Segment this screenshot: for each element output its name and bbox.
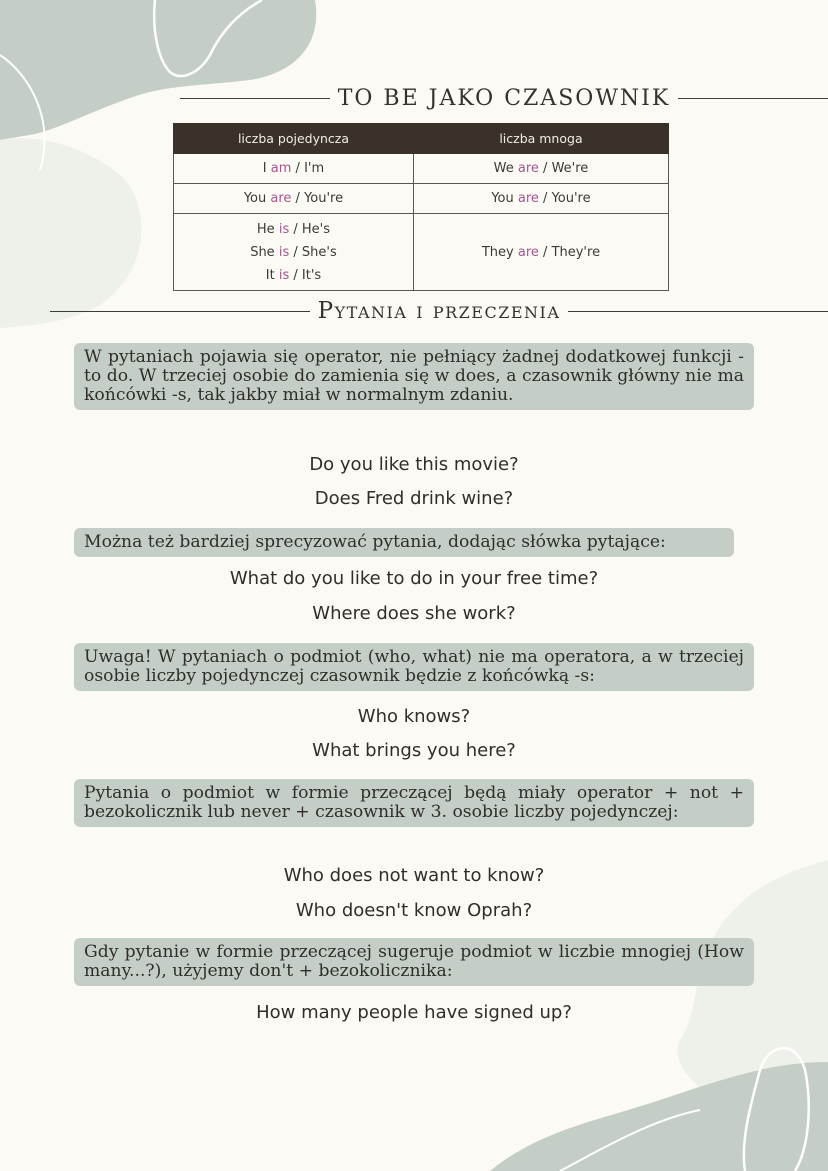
subject: I — [262, 161, 267, 176]
table-cell-plural — [413, 214, 668, 291]
example-sentence: Who does not want to know? — [283, 865, 545, 886]
explanation-note: Pytania o podmiot w formie przeczącej będą miały operator + not + bezokolicznik lub never + czasownik w 3. osobie liczby pojedynczej: — [74, 779, 754, 827]
example-sentence: Does Fred drink wine? — [314, 488, 514, 509]
separator: / — [295, 161, 300, 176]
verb-form: are — [270, 191, 292, 206]
heading-rule-right — [678, 98, 828, 99]
to-be-conjugation-table — [173, 123, 669, 291]
table-cell-plural — [413, 154, 668, 184]
explanation-note: Można też bardziej sprecyzować pytania, dodając słówka pytające: — [74, 528, 734, 557]
section-title: TO BE JAKO CZASOWNIK — [337, 86, 671, 111]
table-row — [174, 214, 669, 291]
conjugation-line — [415, 157, 667, 180]
conjugation-line — [175, 187, 412, 210]
separator: / — [543, 161, 548, 176]
section-heading-to-be — [180, 86, 828, 111]
column-header-singular: liczba pojedyncza — [174, 124, 414, 154]
subject: You — [491, 191, 514, 206]
table-cell-plural — [413, 184, 668, 214]
section-title: Pytania i przeczenia — [317, 298, 561, 324]
table-cell-singular — [174, 184, 414, 214]
table-cell-singular — [174, 214, 414, 291]
contraction: You're — [304, 191, 344, 206]
example-sentence: Do you like this movie? — [309, 454, 519, 475]
separator: / — [293, 221, 298, 237]
separator: / — [543, 244, 548, 260]
conjugation-line — [415, 241, 667, 264]
subject: You — [243, 191, 267, 206]
contraction: It's — [301, 267, 322, 283]
table-cell-singular — [174, 154, 414, 184]
column-header-plural: liczba mnoga — [413, 124, 668, 154]
contraction: I'm — [304, 161, 325, 176]
conjugation-line — [175, 264, 412, 287]
example-sentence: Where does she work? — [312, 603, 516, 624]
separator: / — [543, 191, 548, 206]
heading-rule-right — [568, 311, 828, 312]
subject: We — [493, 161, 514, 176]
explanation-note: Uwaga! W pytaniach o podmiot (who, what) nie ma operatora, a w trzeciej osobie liczby pojedynczej czasownik będzie z końcówką -s: — [74, 643, 754, 691]
contraction: They're — [551, 244, 601, 260]
explanation-note: Gdy pytanie w formie przeczącej sugeruje podmiot w liczbie mnogiej (How many...?), użyjemy don't + bezokolicznika: — [74, 938, 754, 986]
example-sentence: How many people have signed up? — [256, 1002, 572, 1023]
table-row — [174, 184, 669, 214]
section-heading-questions — [50, 298, 828, 324]
conjugation-line — [175, 241, 412, 264]
conjugation-line — [175, 218, 412, 241]
example-sentence: Who knows? — [357, 706, 471, 727]
subject: They — [481, 244, 514, 260]
subject: It — [265, 267, 275, 283]
heading-rule-left — [50, 311, 310, 312]
separator: / — [293, 244, 298, 260]
verb-form: are — [517, 191, 539, 206]
separator: / — [295, 191, 300, 206]
explanation-note: W pytaniach pojawia się operator, nie pełniący żadnej dodatkowej funkcji - to do. W trzeciej osobie do zamienia się w does, a czasownik główny nie ma końcówki -s, tak jakby miał w normalnym zdaniu. — [74, 343, 754, 410]
example-sentence: Who doesn't know Oprah? — [295, 900, 533, 921]
contraction: He's — [301, 221, 331, 237]
verb-form: are — [517, 244, 539, 260]
conjugation-line — [415, 187, 667, 210]
verb-form: is — [278, 244, 290, 260]
subject: He — [256, 221, 275, 237]
contraction: We're — [551, 161, 589, 176]
table-row — [174, 154, 669, 184]
conjugation-line — [175, 157, 412, 180]
contraction: You're — [551, 191, 591, 206]
verb-form: is — [278, 267, 290, 283]
example-sentence: What do you like to do in your free time? — [229, 568, 599, 589]
heading-rule-left — [180, 98, 330, 99]
subject: She — [250, 244, 275, 260]
contraction: She's — [301, 244, 337, 260]
example-sentence: What brings you here? — [312, 740, 516, 761]
verb-form: are — [517, 161, 539, 176]
separator: / — [293, 267, 298, 283]
verb-form: am — [270, 161, 292, 176]
verb-form: is — [278, 221, 290, 237]
